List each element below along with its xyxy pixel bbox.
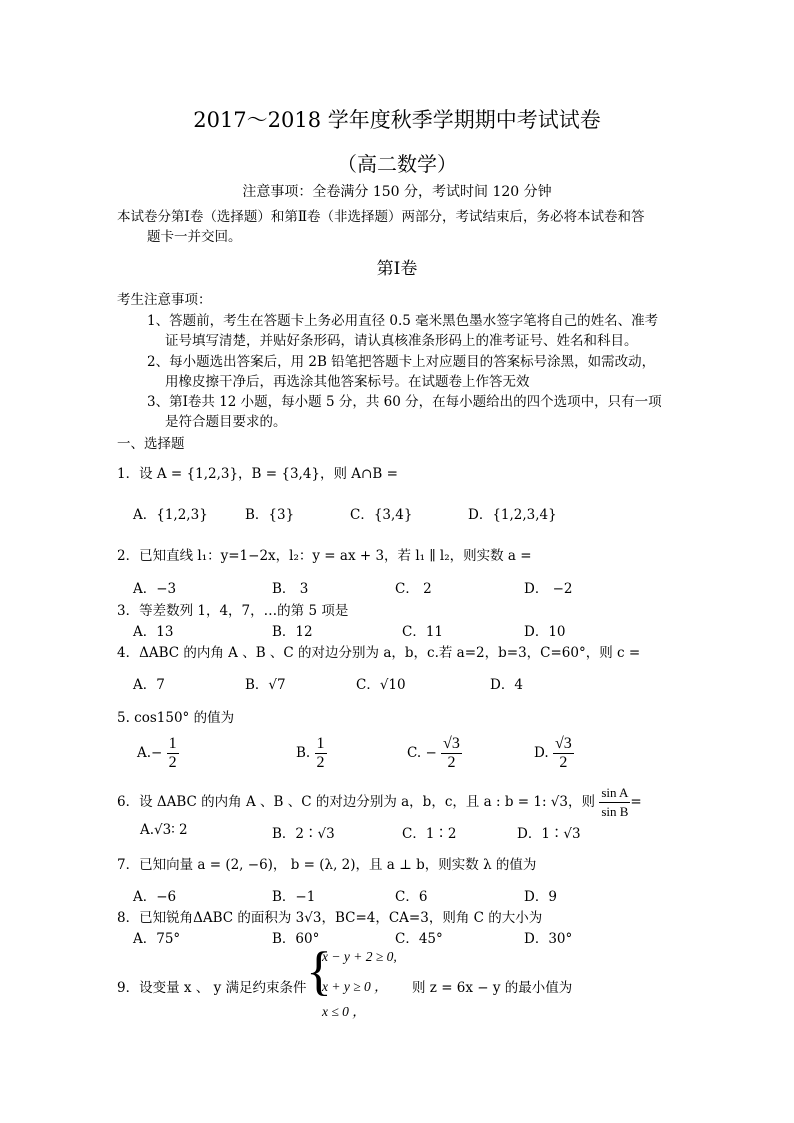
numerator: sin A [599,784,630,803]
option-b-label: B. [296,745,311,761]
question-6-option-a: A.√3∶ 2 [140,822,188,838]
option-d-fraction [553,735,574,772]
note-1-line-1: 1、答题前，考生在答题卡上务必用直径 0.5 毫米黑色墨水签字笔将自己的姓名、准考 [147,313,659,329]
question-1-option-c: C．{3,4} [350,507,413,523]
question-5-option-d [534,735,574,772]
question-2-option-a: A．−3 [133,581,177,597]
section-heading: 一、选择题 [117,436,185,452]
option-a-sign: − [151,745,163,761]
note-2-line-1: 2、每小题选出答案后，用 2B 铅笔把答题卡上对应题目的答案标号涂黑，如需改动， [147,354,656,370]
constraint-2: x + y ≥ 0 ， [322,979,388,994]
question-6-option-c: C．1∶2 [402,826,457,842]
question-6-option-b: B．2∶√3 [272,826,335,842]
option-a-fraction [167,735,179,772]
question-7-stem: 7．已知向量 a = (2, −6)， b = (λ, 2)，且 a ⊥ b，则实数 λ 的值为 [117,857,537,873]
numerator: 1 [168,735,177,752]
numerator: √3 [554,735,572,752]
option-d-label: D. [534,745,549,761]
question-7-option-b: B．−1 [272,889,316,905]
intro-line-1: 本试卷分第Ⅰ卷（选择题）和第Ⅱ卷（非选择题）两部分，考试结束后，务必将本试卷和答 [117,209,645,225]
denominator: 2 [316,754,325,771]
option-c-sign: − [425,745,437,761]
question-2-option-d: D． −2 [524,581,573,597]
denominator: 2 [447,754,456,771]
question-8-option-b: B．60° [272,931,320,947]
question-5-option-c [407,735,462,772]
question-4-option-d: D．4 [490,677,523,693]
question-3-option-d: D．10 [524,624,566,640]
question-8-option-a: A．75° [133,931,181,947]
question-1-option-a: A．{1,2,3} [133,507,208,523]
question-4-option-c: C．√10 [356,677,406,693]
question-7-option-c: C．6 [395,889,428,905]
option-a-label: A. [137,745,152,761]
constraint-3: x ≤ 0 ， [322,1004,366,1019]
option-c-fraction [441,735,462,772]
question-9-stem: 9．设变量 x 、 y 满足约束条件 [117,980,307,996]
question-8-stem: 8．已知锐角ΔABC 的面积为 3√3，BC=4，CA=3，则角 C 的大小为 [117,910,543,926]
question-1-stem: 1．设 A = {1,2,3}，B = {3,4}，则 A∩B = [117,466,398,482]
question-2-stem: 2．已知直线 l₁：y=1−2x，l₂：y = ax + 3，若 l₁ ∥ l₂，则实数 a = [117,548,532,564]
intro-line-2: 题卡一并交回。 [147,229,242,245]
question-6-text: 6．设 ΔABC 的内角 A 、B 、C 的对边分别为 a，b，c，且 a : b = 1: √3，则 [117,794,596,810]
question-7-option-a: A．−6 [133,889,177,905]
question-9-objective: 则 z = 6x − y 的最小值为 [412,980,573,996]
system-brace: { [306,941,332,1001]
question-5-stem: 5. cos150° 的值为 [117,710,235,726]
note-1-line-2: 证号填写清楚，并贴好条形码，请认真核准条形码上的准考证号、姓名和科目。 [165,333,638,349]
question-4-stem: 4．ΔABC 的内角 A 、B 、C 的对边分别为 a，b，c.若 a=2，b=3，C=60°，则 c = [117,645,641,661]
option-c-label: C. [407,745,422,761]
constraint-1: x − y + 2 ≥ 0, [322,949,397,964]
question-4-option-a: A．7 [133,677,165,693]
question-4-option-b: B．√7 [245,677,286,693]
equals-sign: = [630,794,642,810]
question-3-stem: 3．等差数列 1，4，7，…的第 5 项是 [117,603,349,619]
note-3-line-2: 是符合题目要求的。 [165,414,287,430]
question-8-option-c: C．45° [395,931,443,947]
numerator: √3 [443,735,460,752]
question-6-stem [117,784,642,821]
numerator: 1 [316,735,325,752]
question-5-option-a [137,735,179,772]
note-2-line-2: 用橡皮擦干净后，再选涂其他答案标号。在试题卷上作答无效 [165,374,530,390]
question-1-option-d: D．{1,2,3,4} [468,507,557,523]
denominator: sin B [601,804,629,819]
exam-subtitle: （高二数学） [337,152,457,176]
question-7-option-d: D．9 [524,889,557,905]
option-b-fraction [315,735,327,772]
sin-ratio-fraction [599,784,630,821]
question-1-option-b: B．{3} [245,507,295,523]
question-2-option-c: C． 2 [395,581,432,597]
question-3-option-a: A．13 [133,624,174,640]
question-2-option-b: B． 3 [272,581,309,597]
question-8-option-d: D．30° [524,931,573,947]
note-3-line-1: 3、第Ⅰ卷共 12 小题，每小题 5 分，共 60 分，在每小题给出的四个选项中，只有一项 [147,394,662,410]
part-one-heading: 第Ⅰ卷 [376,259,418,279]
exam-title: 2017～2018 学年度秋季学期期中考试试卷 [193,108,601,132]
denominator: 2 [168,754,177,771]
exam-notice: 注意事项：全卷满分 150 分，考试时间 120 分钟 [242,184,552,200]
denominator: 2 [559,754,568,771]
question-3-option-c: C．11 [402,624,444,640]
question-5-option-b [296,735,327,772]
question-3-option-b: B．12 [272,624,313,640]
question-6-option-d: D．1∶√3 [517,826,581,842]
notes-title: 考生注意事项： [117,292,212,308]
